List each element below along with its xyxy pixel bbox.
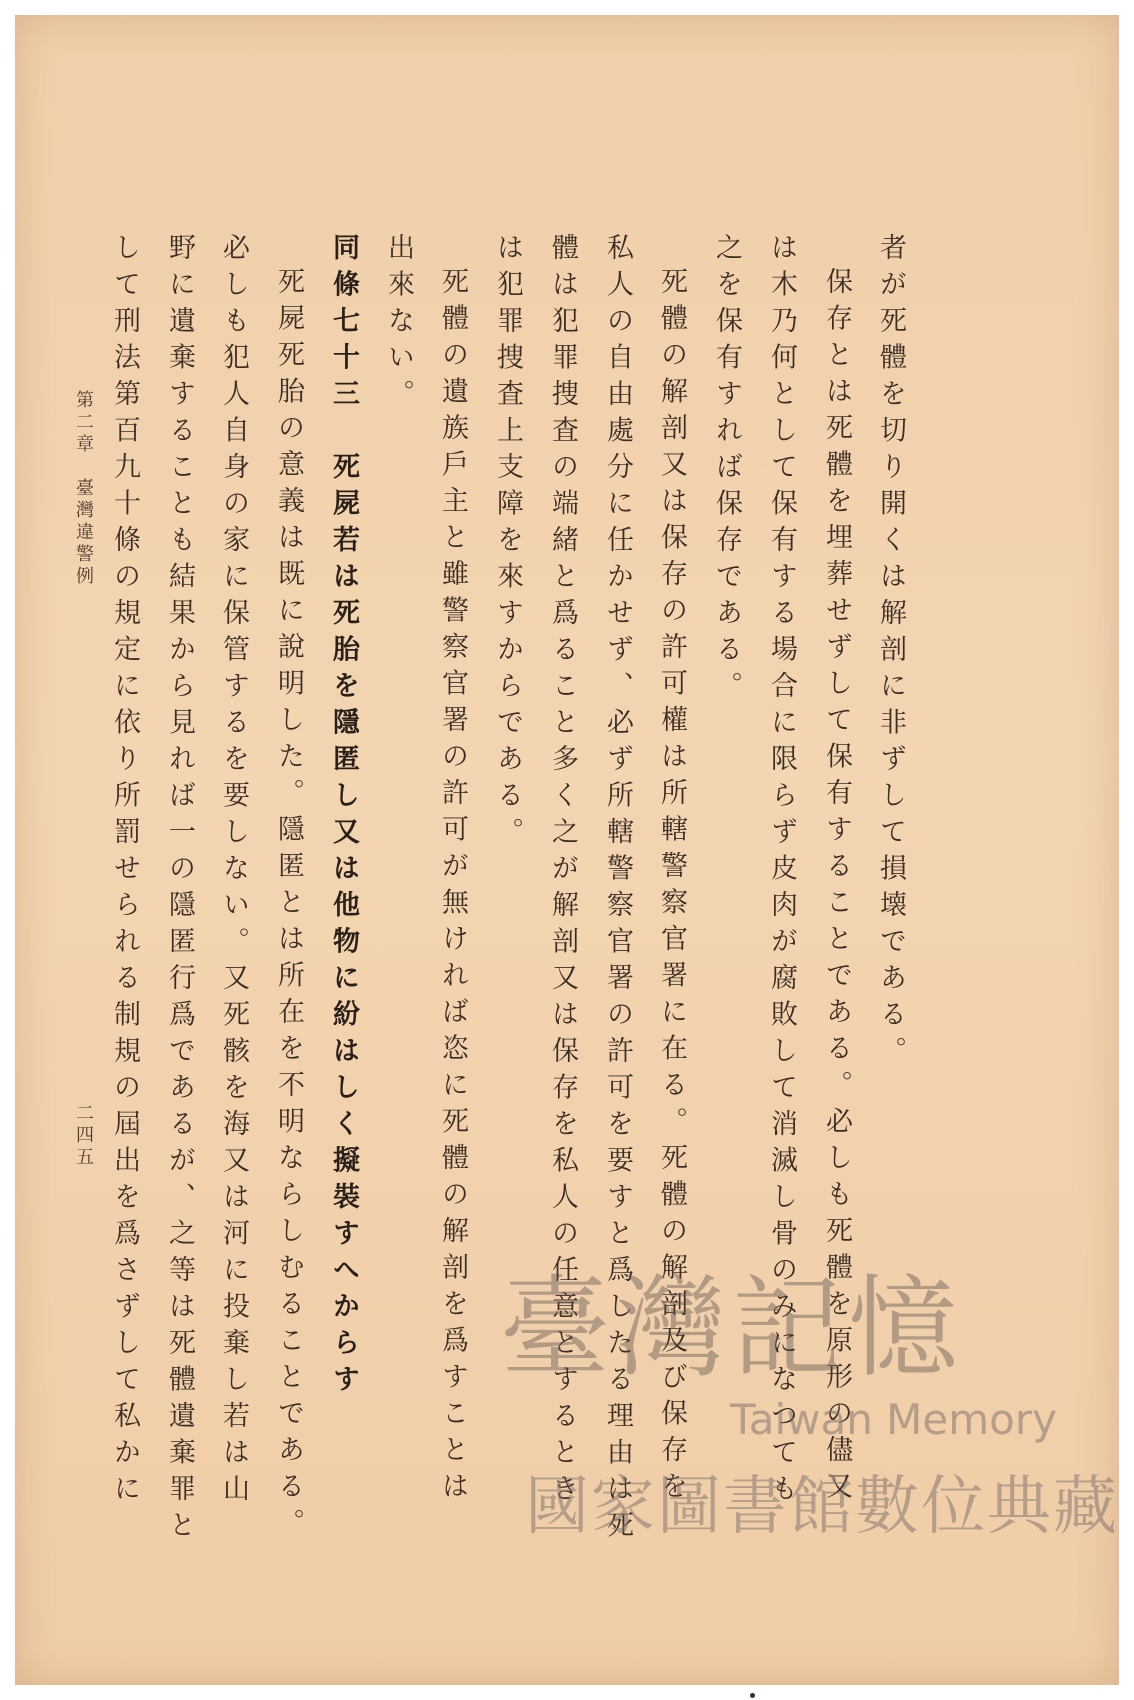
article-heading-73: 同條七十三 死屍若は死胎を隱匿し又は他物に紛はしく擬裝すへからす <box>328 233 359 1401</box>
watermark-library: 國家圖書館數位典藏 <box>525 1470 1119 1544</box>
ink-dot <box>750 1693 755 1698</box>
text-column-6: 私人の自由處分に任かせず、必ず所轄警察官署の許可を要すと爲したる理由は死 <box>602 233 633 1547</box>
text-column-12: 死屍死胎の意義は既に說明した。隱匿とは所在を不明ならしむることである。 <box>273 267 304 1545</box>
page-number: 二四五 <box>73 1103 94 1169</box>
text-column-2: 保存とは死體を埋葬せずして保有することである。必しも死體を原形の儘又 <box>821 267 852 1508</box>
text-column-7: 體は犯罪捜査の端緒と爲ること多く之が解剖又は保存を私人の任意とするとき <box>547 233 578 1511</box>
text-column-1: 者が死體を切り開くは解剖に非ずして損壊である。 <box>875 233 906 1073</box>
text-column-13: 必しも犯人自身の家に保管するを要しない。又死骸を海又は河に投棄し若は山 <box>218 233 249 1511</box>
watermark-logo: 臺灣記憶 <box>500 1264 964 1392</box>
text-column-5: 死體の解剖又は保存の許可權は所轄警察官署に在る。死體の解剖及び保存を <box>656 267 687 1508</box>
text-column-4: 之を保有すれば保存である。 <box>711 233 742 708</box>
text-column-9: 死體の遺族戶主と雖警察官署の許可が無ければ恣に死體の解剖を爲すことは <box>437 267 468 1508</box>
chapter-running-head: 第二章 臺灣違警例 <box>73 390 94 588</box>
watermark-english: Taiwan Memory <box>730 1395 1057 1444</box>
text-column-8: は犯罪捜査上支障を來すからである。 <box>492 233 523 854</box>
text-column-15: して刑法第百九十條の規定に依り所罰せられる制規の屆出を爲さずして私かに <box>109 233 140 1511</box>
text-column-3: は木乃何として保有する場合に限らず皮肉が腐敗して消滅し骨のみになつても <box>766 233 797 1511</box>
text-column-10: 出來ない。 <box>383 233 414 416</box>
text-column-14: 野に遺棄することも結果から見れば一の隱匿行爲であるが、之等は死體遺棄罪と <box>164 233 195 1547</box>
